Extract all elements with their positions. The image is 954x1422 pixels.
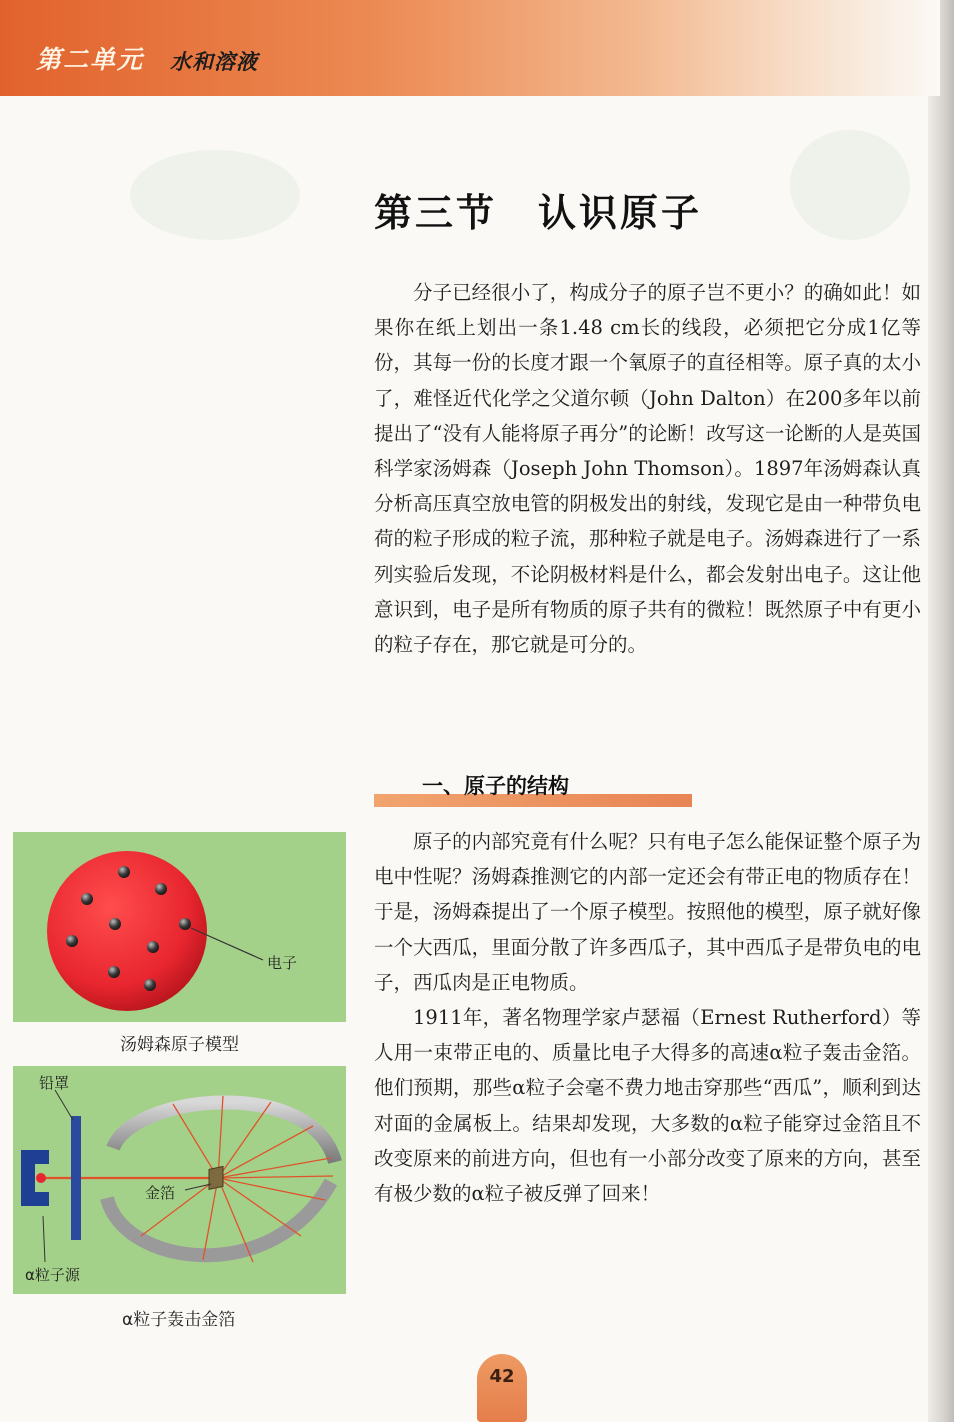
electron bbox=[81, 893, 93, 905]
subsection-heading bbox=[374, 768, 692, 812]
faded-background-illustration bbox=[130, 150, 300, 240]
thomson-model-figure bbox=[13, 832, 346, 1022]
section-title: 第三节 认识原子 bbox=[374, 190, 703, 235]
electron bbox=[118, 866, 130, 878]
alpha-source-glow bbox=[36, 1173, 46, 1183]
faded-background-illustration bbox=[790, 130, 910, 240]
electron bbox=[109, 918, 121, 930]
gold-foil bbox=[209, 1166, 223, 1189]
page-number: 42 bbox=[489, 1366, 515, 1387]
figure-caption: 汤姆森原子模型 bbox=[120, 1035, 239, 1055]
electron bbox=[144, 979, 156, 991]
page-edge bbox=[928, 0, 954, 1422]
lead-shield-label: 铅罩 bbox=[39, 1074, 70, 1092]
structure-text bbox=[374, 824, 921, 1211]
unit-header bbox=[0, 0, 940, 96]
electron bbox=[66, 935, 78, 947]
electron bbox=[155, 883, 167, 895]
alpha-scattering-illustration bbox=[13, 1066, 346, 1294]
electron bbox=[108, 966, 120, 978]
unit-title: 第二单元 bbox=[36, 45, 145, 74]
shield-pointer-line bbox=[55, 1090, 73, 1120]
source-pointer-line bbox=[43, 1216, 45, 1262]
unit-subject: 水和溶液 bbox=[170, 49, 258, 74]
figure-caption: α粒子轰击金箔 bbox=[122, 1310, 236, 1330]
intro-text bbox=[374, 275, 921, 662]
electron bbox=[147, 941, 159, 953]
body-paragraph: 1911年，著名物理学家卢瑟福（Ernest Rutherford）等人用一束带正电的、质量比电子大得多的高速α粒子轰击金箔。他们预期，那些α粒子会毫不费力地击穿那些“西瓜”，顺利到达对面的金属板上。结果却发现，大多数的α粒子能穿过金箔且不改变原来的前进方向，但也有一小部分改变了原来的方向，甚至有极少数的α粒子被反弹了回来！ bbox=[374, 1006, 921, 1206]
page-number-tab bbox=[477, 1354, 527, 1422]
alpha-scattering-figure bbox=[13, 1066, 346, 1294]
alpha-source-label: α粒子源 bbox=[25, 1266, 80, 1284]
electron-label: 电子 bbox=[267, 954, 298, 972]
subsection-heading-text: 一、原子的结构 bbox=[422, 774, 569, 798]
gold-foil-label: 金箔 bbox=[145, 1184, 176, 1202]
intro-paragraph: 分子已经很小了，构成分子的原子岂不更小？的确如此！如果你在纸上划出一条1.48 cm长的线段，必须把它分成1亿等份，其每一份的长度才跟一个氧原子的直径相等。原子真的太小了，难怪近代化学之父道尔顿（John Dalton）在200多年以前提出了“没有人能将原子再分”的论断！改写这一论断的人是英国科学家汤姆森（Joseph John Thomson）。1897年汤姆森认真分析高压真空放电管的阴极发出的射线，发现它是由一种带负电荷的粒子形成的粒子流，那种粒子就是电子。汤姆森进行了一系列实验后发现，不论阴极材料是什么，都会发射出电子。这让他意识到，电子是所有物质的原子共有的微粒！既然原子中有更小的粒子存在，那它就是可分的。 bbox=[374, 281, 921, 657]
lead-shield bbox=[71, 1116, 81, 1240]
detector-screen bbox=[107, 1182, 331, 1255]
electron bbox=[179, 918, 191, 930]
body-paragraph: 原子的内部究竟有什么呢？只有电子怎么能保证整个原子为电中性呢？汤姆森推测它的内部一定还会有带正电的物质存在！于是，汤姆森提出了一个原子模型。按照他的模型，原子就好像一个大西瓜，里面分散了许多西瓜子，其中西瓜子是带负电的电子，西瓜肉是正电物质。 bbox=[374, 830, 921, 994]
thomson-model-illustration bbox=[13, 832, 346, 1022]
